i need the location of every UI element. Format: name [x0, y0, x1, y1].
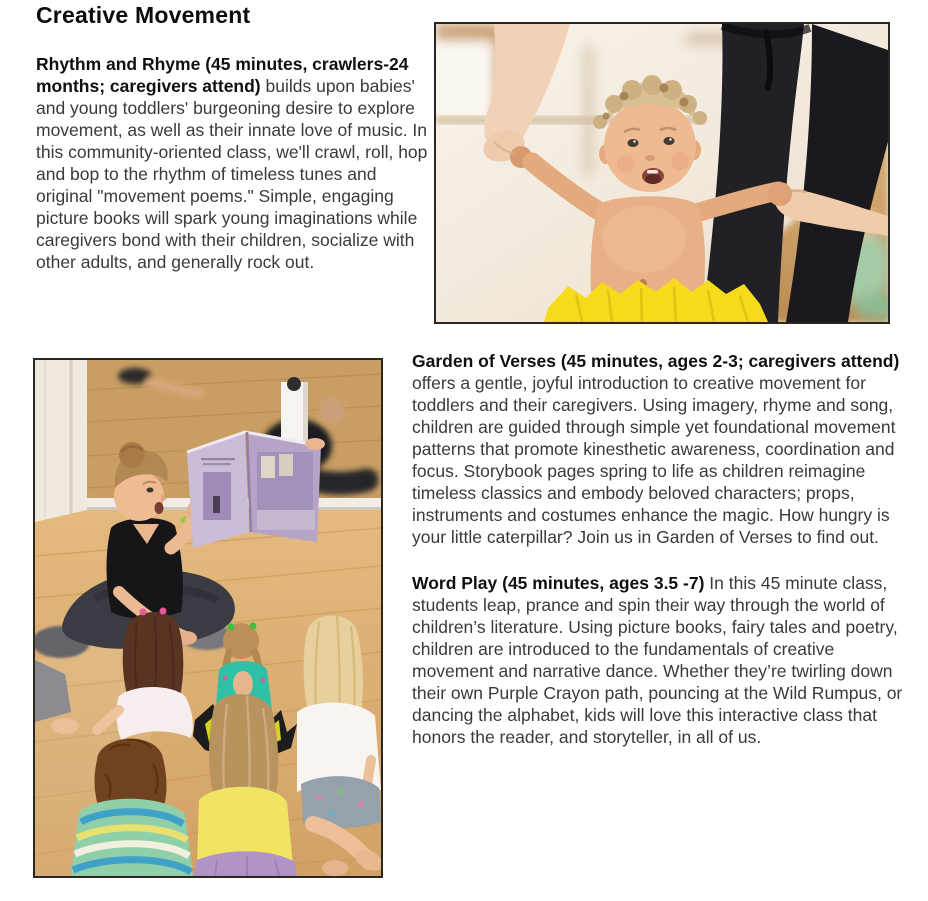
right-text-column — [412, 350, 920, 748]
rhythm-lead: Rhythm and Rhyme (45 minutes, crawlers-24 months; caregivers attend) — [36, 54, 409, 96]
photo-storytime — [33, 358, 383, 878]
page-title: Creative Movement — [36, 2, 251, 28]
storytime-illustration — [35, 360, 381, 876]
wordplay-body: In this 45 minute class, students leap, prance and spin their way through the world of children’s literature. Using picture books, fairy tales and poetry, children are introduced to the fundamentals of creative movement and narrative dance. Whether they’re twirling down their own Purple Crayon path, pouncing at the Wild Rumpus, or dancing the alphabet, kids will love this interactive class that honors the reader, and storyteller, in all of us. — [412, 573, 903, 747]
garden-body: offers a gentle, joyful introduction to creative movement for toddlers and their caregivers. Using imagery, rhyme and song, children are guided through simple yet foundational movement patterns that promote kinesthetic awareness, coordination and focus. Storybook pages spring to life as children reimagine timeless classics and embody beloved characters; props, instruments and costumes enhance the magic. How hungry is your little caterpillar? Join us in Garden of Verses to find out. — [412, 373, 896, 547]
photo-baby-tutu — [434, 22, 890, 324]
garden-lead: Garden of Verses (45 minutes, ages 2-3; caregivers attend) — [412, 351, 900, 371]
baby-tutu-illustration — [436, 24, 888, 322]
rhythm-body: builds upon babies' and young toddlers' burgeoning desire to explore movement, as well as their innate love of music. In this community-oriented class, we'll crawl, roll, hop and bop to the rhythm of timeless tunes and original "movement poems." Simple, engaging picture books will spark young imaginations while caregivers bond with their children, socialize with other adults, and generally rock out. — [36, 76, 428, 272]
garden-paragraph — [412, 350, 920, 548]
wordplay-paragraph — [412, 572, 920, 748]
rhythm-paragraph — [36, 53, 434, 273]
left-text-column — [36, 53, 434, 273]
wordplay-lead: Word Play (45 minutes, ages 3.5 -7) — [412, 573, 705, 593]
